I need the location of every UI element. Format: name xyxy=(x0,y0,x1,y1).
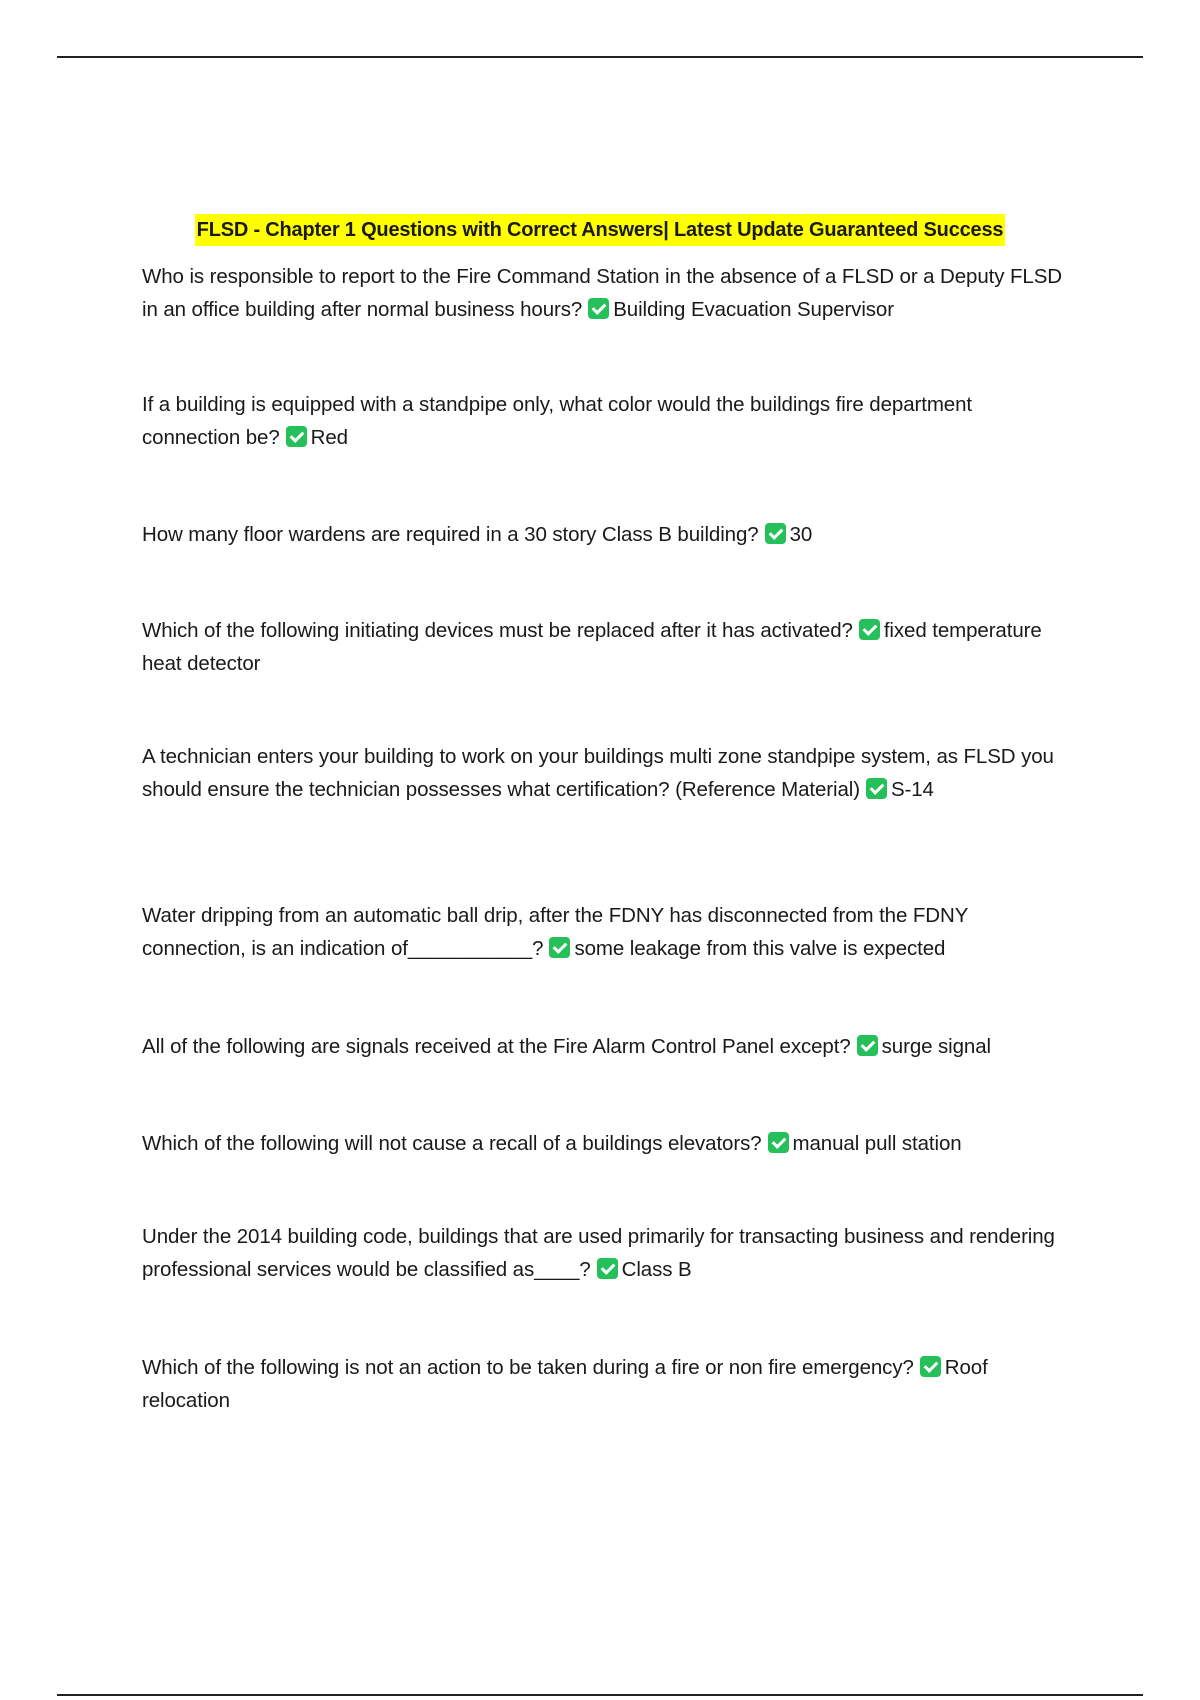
answer-text: Red xyxy=(310,426,348,449)
answer-text: surge signal xyxy=(881,1035,991,1058)
answer-text: Class B xyxy=(621,1258,692,1281)
answer-text: fixed temperature heat detector xyxy=(142,619,1042,675)
qa-item-6 xyxy=(142,899,1062,965)
qa-item-3 xyxy=(142,518,1062,551)
question-text: How many floor wardens are required in a 30 story Class B building? xyxy=(142,523,759,546)
header-rule xyxy=(57,56,1143,58)
qa-item-2 xyxy=(142,388,1062,454)
answer-text: Building Evacuation Supervisor xyxy=(613,298,894,321)
question-text: All of the following are signals received at the Fire Alarm Control Panel except? xyxy=(142,1035,851,1058)
title-container xyxy=(0,214,1200,246)
answer-text: manual pull station xyxy=(792,1132,962,1155)
check-icon xyxy=(859,619,880,640)
check-icon xyxy=(920,1356,941,1377)
qa-item-7 xyxy=(142,1030,1062,1063)
question-text: Under the 2014 building code, buildings that are used primarily for transacting business and rendering professional services would be classified as____? xyxy=(142,1225,1055,1281)
check-icon xyxy=(768,1132,789,1153)
check-icon xyxy=(549,937,570,958)
qa-item-8 xyxy=(142,1127,1062,1160)
question-text: Which of the following is not an action to be taken during a fire or non fire emergency? xyxy=(142,1356,914,1379)
answer-text: S-14 xyxy=(890,778,934,801)
footer-rule xyxy=(57,1694,1143,1696)
question-text: Which of the following initiating devices must be replaced after it has activated? xyxy=(142,619,853,642)
qa-item-10 xyxy=(142,1351,1062,1417)
question-text: A technician enters your building to work on your buildings multi zone standpipe system, as FLSD you should ensure the technician possesses what certification? (Reference Material) xyxy=(142,745,1054,801)
question-text: Who is responsible to report to the Fire Command Station in the absence of a FLSD or a Deputy FLSD in an office building after normal business hours? xyxy=(142,265,1062,321)
qa-item-1 xyxy=(142,260,1062,326)
document-title: FLSD - Chapter 1 Questions with Correct Answers| Latest Update Guaranteed Success xyxy=(195,214,1006,246)
qa-item-4 xyxy=(142,614,1062,680)
question-text: Which of the following will not cause a recall of a buildings elevators? xyxy=(142,1132,762,1155)
check-icon xyxy=(866,778,887,799)
answer-text: Roof relocation xyxy=(142,1356,988,1412)
question-text: Water dripping from an automatic ball drip, after the FDNY has disconnected from the FDNY connection, is an indication of___________? xyxy=(142,904,968,960)
answer-text: some leakage from this valve is expected xyxy=(574,937,946,960)
check-icon xyxy=(765,523,786,544)
question-text: If a building is equipped with a standpipe only, what color would the buildings fire department connection be? xyxy=(142,393,972,449)
qa-item-5 xyxy=(142,740,1062,806)
check-icon xyxy=(286,426,307,447)
answer-text: 30 xyxy=(789,523,813,546)
qa-item-9 xyxy=(142,1220,1062,1286)
check-icon xyxy=(597,1258,618,1279)
check-icon xyxy=(857,1035,878,1056)
check-icon xyxy=(588,298,609,319)
